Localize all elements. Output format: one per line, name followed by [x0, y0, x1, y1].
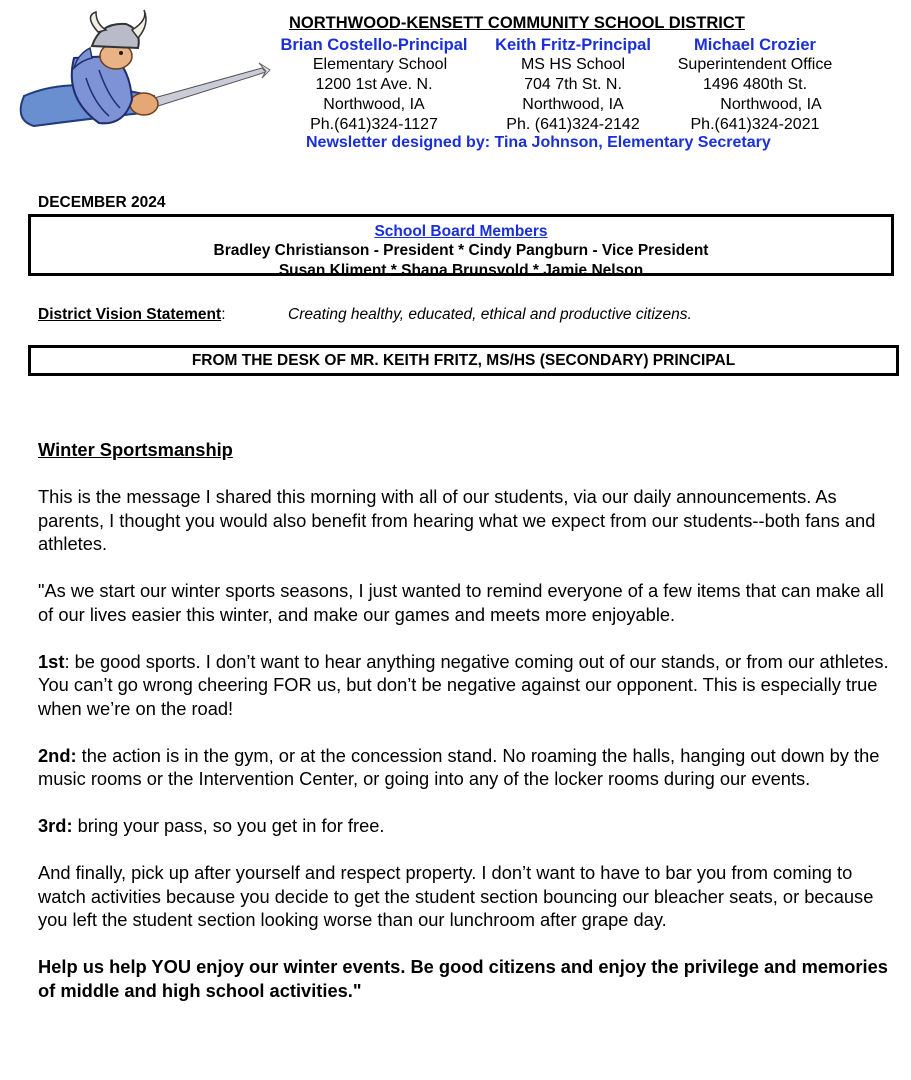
contact-column-elementary	[272, 35, 476, 135]
newsletter-designer-credit: Newsletter designed by: Tina Johnson, Elementary Secretary	[306, 134, 771, 151]
contact-city: Northwood, IA	[323, 96, 425, 113]
school-board-line-2: Susan Kliment * Shana Brunsvold * Jamie Nelson	[278, 262, 644, 279]
article-paragraph: This is the message I shared this morning with all of our students, via our daily announcements. As parents, I thought you would also benefit from hearing what we expect from our students--both fans and athletes.	[38, 486, 876, 554]
article-winter-sportsmanship	[38, 438, 898, 1026]
vision-label: District Vision Statement	[38, 306, 222, 323]
district-title: NORTHWOOD-KENSETT COMMUNITY SCHOOL DISTRICT	[289, 14, 745, 32]
contact-name: Michael Crozier	[694, 36, 816, 54]
school-board-line-1: Bradley Christianson - President * Cindy Pangburn - Vice President	[213, 242, 709, 259]
article-paragraph	[38, 744, 898, 791]
rule-label: 3rd:	[38, 815, 73, 836]
article-heading: Winter Sportsmanship	[38, 439, 233, 460]
contact-phone: Ph.(641)324-1127	[310, 116, 438, 133]
article-paragraph: And finally, pick up after yourself and respect property. I don’t want to have to bar you from coming to watch activities because you decide to get the student section bouncing our bleacher seats, or because you left the student section looking worse than our lunchroom after grape day.	[38, 862, 874, 930]
school-board-title: School Board Members	[374, 223, 548, 240]
contact-school: Elementary School	[312, 56, 448, 73]
contact-column-mshs	[488, 35, 658, 135]
vision-colon: :	[221, 306, 226, 323]
newsletter-date: DECEMBER 2024	[38, 194, 166, 211]
article-paragraph: "As we start our winter sports seasons, I just wanted to remind everyone of a few items that can make all of our lives easier this winter, and make our games and meets more enjoyable.	[38, 580, 884, 625]
article-paragraph	[38, 814, 898, 838]
viking-mascot-logo	[4, 8, 272, 138]
rule-text: bring your pass, so you get in for free.	[72, 815, 385, 836]
vision-statement	[38, 306, 692, 324]
principal-desk-banner: FROM THE DESK OF MR. KEITH FRITZ, MS/HS (SECONDARY) PRINCIPAL	[28, 345, 899, 376]
rule-text: the action is in the gym, or at the concession stand. No roaming the halls, hanging out down by the music rooms or the Intervention Center, or going into any of the locker rooms during our events.	[38, 744, 880, 789]
contact-school: Superintendent Office	[677, 56, 833, 73]
contact-school: MS HS School	[520, 56, 626, 73]
contact-name: Keith Fritz-Principal	[495, 36, 651, 54]
rule-label: 2nd:	[38, 744, 77, 766]
vision-text: Creating healthy, educated, ethical and productive citizens.	[288, 306, 692, 323]
contact-city: Northwood, IA	[720, 96, 822, 113]
article-paragraph	[38, 650, 898, 721]
contact-phone: Ph. (641)324-2142	[506, 116, 640, 133]
rule-text: : be good sports. I don’t want to hear anything negative coming out of our stands, or from our athletes. You can’t go wrong cheering FOR us, but don’t be negative against our opponent. This is especially true when we’re on the road!	[38, 650, 889, 719]
school-board-box	[28, 214, 894, 279]
contact-address: 704 7th St. N.	[524, 76, 622, 93]
article-closing	[38, 955, 898, 1002]
contact-name: Brian Costello-Principal	[280, 36, 468, 54]
rule-label: 1st	[38, 650, 65, 672]
contact-column-superintendent	[660, 35, 850, 135]
contact-address: 1200 1st Ave. N.	[315, 76, 433, 93]
contact-address: 1496 480th St.	[702, 76, 808, 93]
contact-city: Northwood, IA	[522, 96, 624, 113]
contact-phone: Ph.(641)324-2021	[690, 116, 820, 133]
closing-text: Help us help YOU enjoy our winter events. Be good citizens and enjoy the privilege and memories of middle and high school activities."	[38, 956, 888, 1001]
